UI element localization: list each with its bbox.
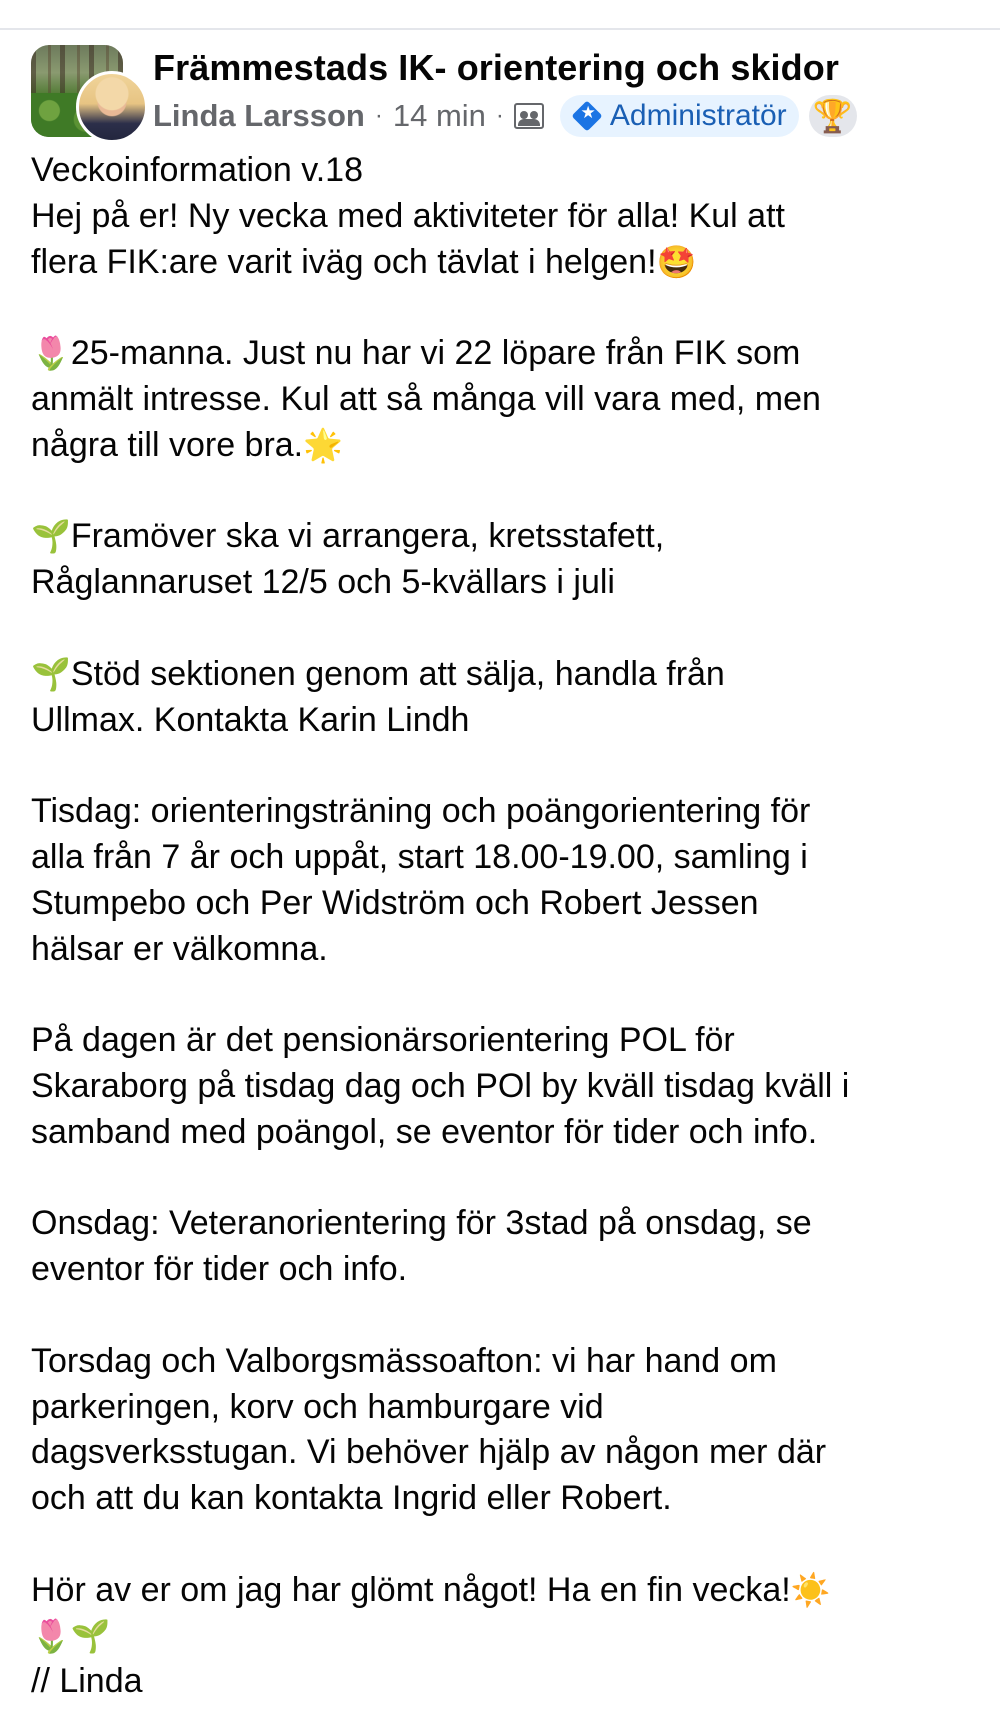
admin-diamond-star-icon: [571, 100, 602, 131]
post-text: Veckoinformation v.18: [31, 151, 363, 189]
post-text-line: [31, 789, 991, 835]
post-text-line: [31, 1430, 991, 1476]
post-text: Onsdag: Veteranorientering för 3stad på onsdag, se: [31, 1204, 812, 1243]
post-body: [31, 148, 991, 1705]
post-text: parkeringen, korv och hamburgare vid: [31, 1387, 604, 1426]
emoji-icon: 🌱: [31, 517, 71, 556]
meta-separator: ·: [374, 102, 383, 129]
trophy-badge[interactable]: [809, 95, 857, 137]
post-text: // Linda: [31, 1662, 143, 1701]
blank-line: [31, 285, 991, 331]
post-text: På dagen är det pensionärsorientering POL för: [31, 1021, 735, 1060]
post-text: anmält intresse. Kul att så många vill vara med, men: [31, 379, 821, 418]
blank-line: [31, 1522, 991, 1568]
post-text-line: [31, 1201, 991, 1247]
post-text-line: [31, 652, 991, 698]
meta-separator: ·: [495, 102, 504, 129]
post-time[interactable]: 14 min: [392, 98, 486, 133]
post-text-line: [31, 927, 991, 973]
blank-line: [31, 1293, 991, 1339]
group-audience-icon: [514, 103, 544, 129]
top-divider: [0, 28, 1000, 30]
post-text-line: [31, 1339, 991, 1385]
post-text: Torsdag och Valborgsmässoafton: vi har hand om: [31, 1341, 777, 1380]
post-text-line: [31, 1659, 991, 1705]
post-text: flera FIK:are varit iväg och tävlat i helgen!: [31, 242, 657, 281]
post-text-line: [31, 560, 991, 606]
blank-line: [31, 606, 991, 652]
post-text-line: [31, 1064, 991, 1110]
post-text: Framöver ska vi arrangera, kretsstafett,: [70, 517, 665, 556]
post-text: Tisdag: orienteringsträning och poängorientering för: [31, 792, 811, 831]
admin-badge-label: Administratör: [609, 99, 787, 132]
post-text-line: [31, 240, 991, 286]
trophy-icon: 🏆: [812, 97, 853, 135]
post-text-line: [31, 881, 991, 927]
post-text-line: [31, 377, 991, 423]
post-text: Råglannaruset 12/5 och 5-kvällars i juli: [31, 563, 615, 602]
post-text: hälsar er välkomna.: [31, 929, 328, 968]
emoji-icon: 🌷🌱: [31, 1616, 111, 1655]
post-text-line: [31, 698, 991, 744]
admin-badge[interactable]: [560, 95, 799, 137]
post-text-line: [31, 194, 991, 240]
post-text-line: [31, 1476, 991, 1522]
post-text-line: [31, 1568, 991, 1614]
group-name-link[interactable]: Främmestads IK- orientering och skidor: [153, 47, 839, 88]
post-text-line: [31, 514, 991, 560]
post-text-line: [31, 148, 991, 194]
blank-line: [31, 743, 991, 789]
post-text: Skaraborg på tisdag dag och POl by kväll tisdag kväll i: [31, 1066, 850, 1105]
post-text: alla från 7 år och uppåt, start 18.00-19.00, samling i: [31, 837, 808, 876]
post-text: Stöd sektionen genom att sälja, handla från: [70, 654, 725, 693]
post-text: Hör av er om jag har glömt något! Ha en fin vecka!: [31, 1570, 791, 1609]
post-text: eventor för tider och info.: [31, 1250, 408, 1289]
blank-line: [31, 1156, 991, 1202]
post-text: dagsverksstugan. Vi behöver hjälp av någon mer där: [31, 1433, 827, 1472]
author-name-link[interactable]: Linda Larsson: [153, 98, 365, 133]
emoji-icon: 🤩: [656, 242, 697, 281]
post-text-line: [31, 1614, 991, 1660]
blank-line: [31, 469, 991, 515]
post-text-line: [31, 835, 991, 881]
post-text: några till vore bra.: [31, 425, 304, 464]
post-text: Hej på er! Ny vecka med aktiviteter för alla! Kul att: [31, 196, 785, 235]
post-text: Ullmax. Kontakta Karin Lindh: [31, 700, 470, 739]
blank-line: [31, 972, 991, 1018]
emoji-icon: 🌱: [31, 654, 71, 693]
post-text: samband med poängol, se eventor för tider och info.: [31, 1112, 818, 1151]
post-text-line: [31, 1247, 991, 1293]
post-text-line: [31, 1385, 991, 1431]
post-text: och att du kan kontakta Ingrid eller Robert.: [31, 1479, 672, 1518]
post-text-line: [31, 331, 991, 377]
post-text-line: [31, 423, 991, 469]
post-header: [31, 45, 991, 140]
post-meta: [153, 95, 857, 137]
author-avatar[interactable]: [76, 71, 148, 143]
emoji-icon: ☀️: [790, 1570, 831, 1609]
post-text: 25-manna. Just nu har vi 22 löpare från FIK som: [70, 334, 801, 373]
post-text-line: [31, 1110, 991, 1156]
post-text-line: [31, 1018, 991, 1064]
emoji-icon: 🌟: [303, 425, 343, 464]
emoji-icon: 🌷: [31, 334, 71, 373]
post-text: Stumpebo och Per Widström och Robert Jessen: [31, 883, 759, 922]
